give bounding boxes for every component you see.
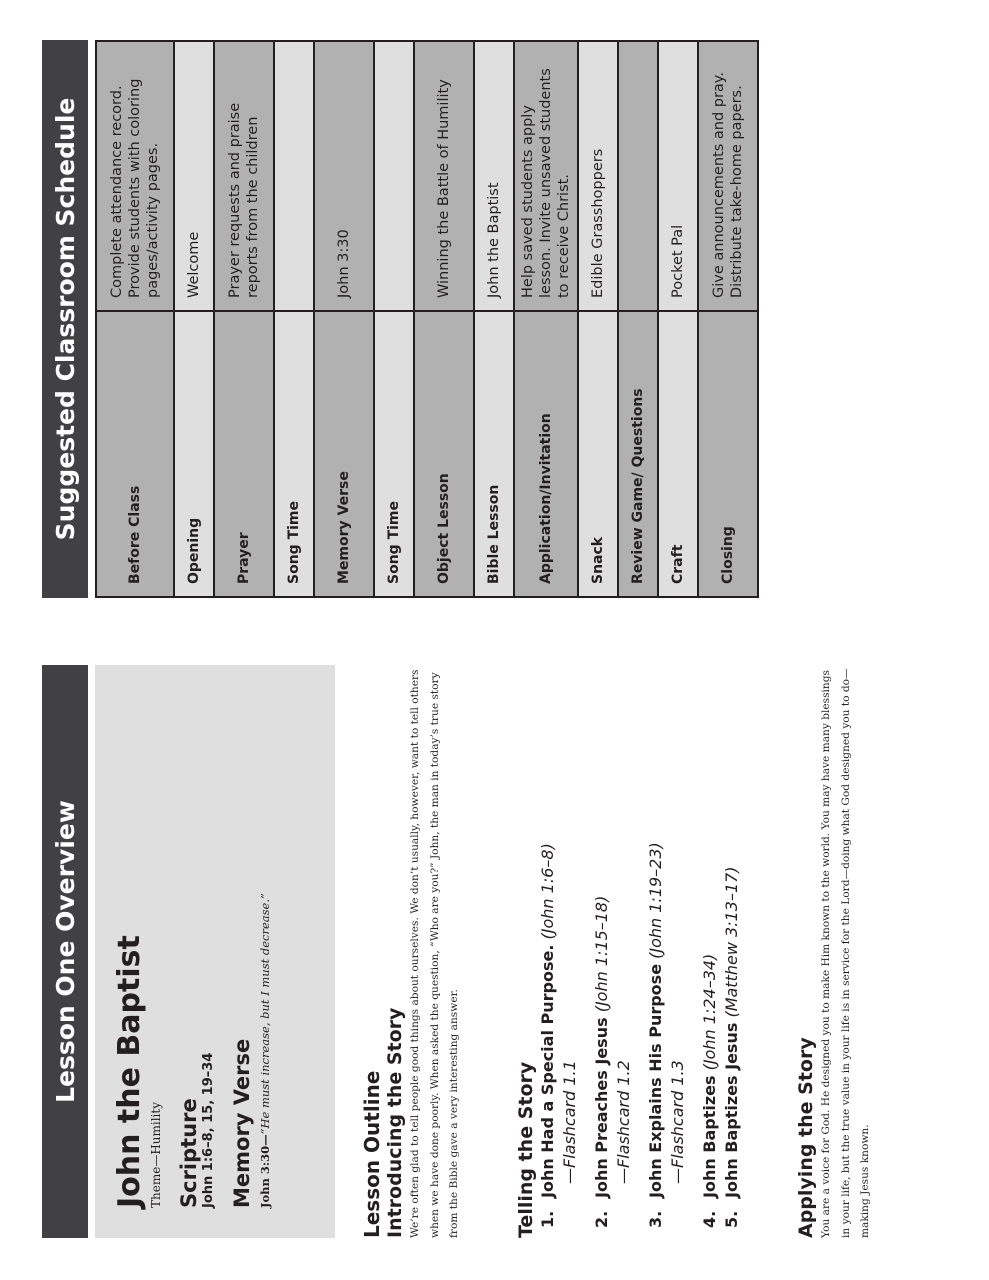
- item-flashcard: —Flashcard 1.3: [668, 1060, 687, 1184]
- schedule-activity: Before Class: [96, 311, 174, 597]
- schedule-row: [96, 41, 174, 597]
- item-title: John Baptizes Jesus: [722, 1022, 741, 1198]
- schedule-activity: Bible Lesson: [474, 311, 514, 597]
- item-reference: (John 1:15–18): [592, 895, 611, 1018]
- schedule-row: [414, 41, 474, 597]
- telling-item: [699, 665, 721, 1238]
- item-reference: (John 1:24–34): [700, 953, 719, 1076]
- memory-verse-heading: Memory Verse: [230, 1038, 254, 1208]
- schedule-row: [658, 41, 698, 597]
- scripture-reference: John 1:6–8, 15, 19–34: [201, 1052, 216, 1208]
- telling-item: [537, 665, 591, 1238]
- schedule-row: [514, 41, 578, 597]
- schedule-row: [474, 41, 514, 597]
- lesson-outline-heading: Lesson Outline: [360, 1070, 384, 1238]
- item-flashcard: —Flashcard 1.2: [614, 1060, 633, 1184]
- schedule-row: [618, 41, 658, 597]
- lesson-outline: [360, 665, 465, 1238]
- schedule-activity: Song Time: [274, 311, 314, 597]
- schedule-activity: Object Lesson: [414, 311, 474, 597]
- schedule-activity: Prayer: [214, 311, 274, 597]
- schedule-row: [174, 41, 214, 597]
- schedule-activity: Craft: [658, 311, 698, 597]
- schedule-description: [274, 41, 314, 311]
- item-number: 4.: [700, 1210, 719, 1228]
- item-title: John Had a Special Purpose.: [538, 944, 557, 1198]
- introducing-text: We’re often glad to tell people good things about ourselves. We don’t usually, however, want to tell others when we have done poorly. When asked the question, “Who are you?” John, the man in today’s true story from the Bible gave a very interesting answer.: [409, 669, 460, 1238]
- schedule-row: [314, 41, 374, 597]
- lesson-theme: Theme—Humility: [149, 1101, 163, 1208]
- schedule-description: Welcome: [174, 41, 214, 311]
- schedule-description: [374, 41, 414, 311]
- schedule-description: John the Baptist: [474, 41, 514, 311]
- item-flashcard: —Flashcard 1.1: [560, 1060, 579, 1184]
- lesson-summary-panel: [95, 665, 335, 1238]
- applying-heading: Applying the Story: [795, 1037, 817, 1238]
- telling-item: [645, 665, 699, 1238]
- schedule-row: [374, 41, 414, 597]
- schedule-activity: Review Game/ Questions: [618, 311, 658, 597]
- item-title: John Explains His Purpose: [646, 963, 665, 1198]
- overview-header: Lesson One Overview: [42, 665, 88, 1238]
- item-reference: (Matthew 3:13–17): [722, 866, 741, 1023]
- lesson-title: John the Baptist: [112, 935, 147, 1208]
- telling-heading: Telling the Story: [515, 1061, 537, 1238]
- schedule-activity: Application/Invitation: [514, 311, 578, 597]
- schedule-description: John 3:30: [314, 41, 374, 311]
- schedule-table: [95, 40, 759, 598]
- item-number: 2.: [592, 1210, 611, 1228]
- item-text: [591, 896, 645, 1198]
- item-number: 1.: [538, 1210, 557, 1228]
- schedule-description: Complete attendance record. Provide students with coloring pages/activity pages.: [96, 41, 174, 311]
- schedule-activity: Opening: [174, 311, 214, 597]
- applying-the-story: [795, 665, 876, 1238]
- item-title: John Baptizes: [700, 1075, 719, 1198]
- item-text: [537, 843, 591, 1198]
- memory-verse-text: “He must increase, but I must decrease.”: [258, 893, 272, 1135]
- schedule-description: Edible Grasshoppers: [578, 41, 618, 311]
- item-number: 3.: [646, 1210, 665, 1228]
- introducing-heading: Introducing the Story: [384, 1007, 406, 1238]
- item-number: 5.: [722, 1210, 741, 1228]
- schedule-row: [698, 41, 758, 597]
- schedule-row: [578, 41, 618, 597]
- applying-text: You are a voice for God. He designed you to make Him known to the world. You may have many blessings in your life, but the true value in your life is in service for the Lord—doing what God designed you to do—making Jesus known.: [820, 668, 871, 1238]
- item-reference: (John 1:6–8): [538, 843, 557, 945]
- scripture-heading: Scripture: [177, 1098, 201, 1208]
- schedule-activity: Closing: [698, 311, 758, 597]
- schedule-activity: Memory Verse: [314, 311, 374, 597]
- memory-verse: [258, 685, 272, 1208]
- memory-verse-reference: John 3:30—: [258, 1134, 272, 1208]
- schedule-description: Prayer requests and praise reports from the children: [214, 41, 274, 311]
- telling-item: [721, 665, 743, 1238]
- schedule-row: [274, 41, 314, 597]
- schedule-description: [618, 41, 658, 311]
- schedule-description: Pocket Pal: [658, 41, 698, 311]
- item-title: John Preaches Jesus: [592, 1017, 611, 1198]
- telling-list: [537, 665, 743, 1238]
- telling-item: [591, 665, 645, 1238]
- schedule-header: Suggested Classroom Schedule: [42, 40, 88, 598]
- item-reference: (John 1:19–23): [646, 842, 665, 964]
- item-text: [721, 866, 743, 1198]
- schedule-description: Help saved students apply lesson. Invite unsaved students to receive Christ.: [514, 41, 578, 311]
- schedule-description: Give announcements and pray. Distribute take-home papers.: [698, 41, 758, 311]
- item-text: [645, 842, 699, 1198]
- item-text: [699, 954, 721, 1198]
- schedule-activity: Snack: [578, 311, 618, 597]
- schedule-activity: Song Time: [374, 311, 414, 597]
- schedule-row: [214, 41, 274, 597]
- telling-the-story: [515, 665, 743, 1238]
- schedule-description: Winning the Battle of Humility: [414, 41, 474, 311]
